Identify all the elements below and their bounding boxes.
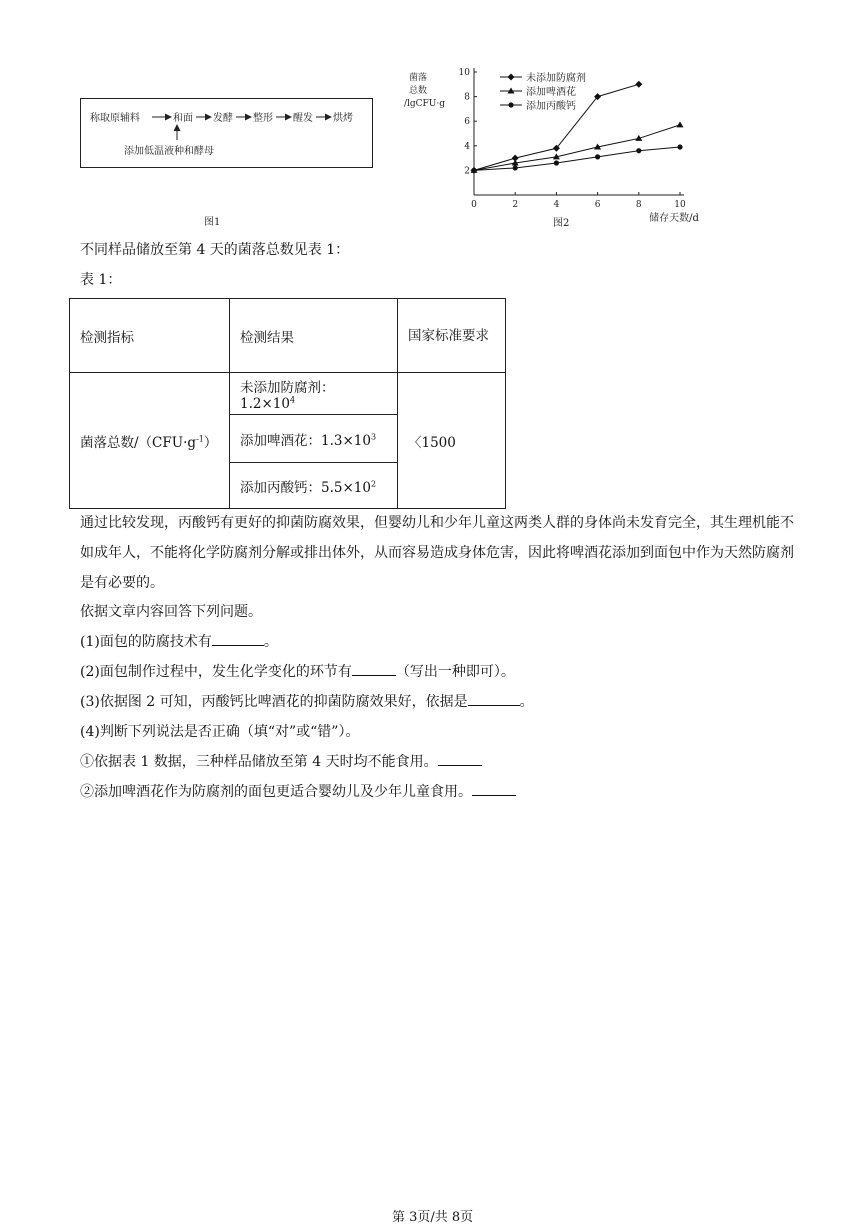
result-text: 未添加防腐剂：1.2×10 <box>240 379 335 412</box>
row-label-cell <box>70 373 230 509</box>
question-3-tail: 。 <box>519 694 534 710</box>
question-4b <box>80 782 516 802</box>
question-3-text: (3)依据图 2 可知，丙酸钙比啤酒花的抑菌防腐效果好，依据是 <box>80 694 468 710</box>
row-label: 菌落总数/（CFU·g <box>80 434 197 451</box>
flow-step-6: 烘烤 <box>333 113 353 124</box>
result-text: 添加啤酒花：1.3×10 <box>240 432 371 449</box>
data-point-circle <box>677 144 682 149</box>
question-4a-text: ①依据表 1 数据，三种样品储放至第 4 天时均不能食用。 <box>80 754 438 770</box>
series-line <box>474 147 680 170</box>
y-axis-label: 总数 <box>409 86 428 96</box>
flow-step-1: 称取原辅料 <box>90 113 140 124</box>
result-cell-2 <box>230 415 398 463</box>
x-tick-label: 0 <box>471 200 477 210</box>
data-point-triangle <box>677 121 684 127</box>
flow-step-5: 醒发 <box>293 113 313 124</box>
table1 <box>69 298 506 509</box>
x-axis-label: 储存天数/d <box>649 213 699 224</box>
result-exp: 2 <box>370 479 377 488</box>
legend-label: 未添加防腐剂 <box>526 73 586 84</box>
flow-sub-step: 添加低温液种和酵母 <box>124 146 214 157</box>
figure1-flowchart <box>80 98 380 170</box>
question-2-tail: （写出一种即可）。 <box>395 664 515 680</box>
data-point-circle <box>636 148 641 153</box>
result-exp: 3 <box>370 432 377 441</box>
y-axis-label: /lgCFU·g <box>404 99 446 109</box>
y-tick-label: 10 <box>458 68 470 78</box>
row-label-sup: -1 <box>196 434 204 443</box>
y-axis-label: 菌落 <box>409 73 428 83</box>
question-4b-text: ②添加啤酒花作为防腐剂的面包更适合婴幼儿及少年儿童食用。 <box>80 784 472 800</box>
result-text: 添加丙酸钙：5.5×10 <box>240 479 371 496</box>
x-tick-label: 4 <box>553 200 560 210</box>
intro-text: 不同样品储放至第 4 天的菌落总数见表 1： <box>80 242 350 258</box>
figure2-caption: 图2 <box>553 218 570 229</box>
x-tick-label: 2 <box>512 200 519 210</box>
series-line <box>474 125 680 171</box>
data-point-circle <box>554 160 559 165</box>
row-label-tail: ） <box>203 434 218 451</box>
y-tick-label: 6 <box>464 117 470 128</box>
x-tick-label: 6 <box>594 200 601 210</box>
data-point-circle <box>508 102 513 107</box>
answer-blank-3[interactable] <box>468 693 520 706</box>
answer-blank-2[interactable] <box>352 663 396 676</box>
conclusion-paragraph: 通过比较发现，丙酸钙有更好的抑菌防腐效果，但婴幼儿和少年儿童这两类人群的身体尚未发育完全，其生理机能不如成年人，不能将化学防腐剂分解或排出体外，从而容易造成身体危害，因此将啤酒花添加到面包中作为天然防腐剂是有必要的。 <box>80 515 794 591</box>
instruction-text: 依据文章内容回答下列问题。 <box>80 604 262 620</box>
table-row <box>70 373 506 415</box>
data-point-circle <box>595 154 600 159</box>
question-3 <box>80 692 534 712</box>
flow-step-2: 和面 <box>173 113 193 124</box>
header-result: 检测结果 <box>230 299 398 373</box>
result-cell-3 <box>230 463 398 509</box>
figure2-chart <box>400 60 700 230</box>
question-1 <box>80 632 278 652</box>
x-tick-label: 8 <box>635 200 642 210</box>
table-header-row <box>70 299 506 373</box>
figure1-caption: 图1 <box>204 217 221 228</box>
data-point-circle <box>513 165 518 170</box>
question-2 <box>80 662 515 682</box>
question-4: (4)判断下列说法是否正确（填“对”或“错”）。 <box>80 724 360 740</box>
result-cell-1 <box>230 373 398 415</box>
legend-label: 添加丙酸钙 <box>526 101 576 112</box>
question-1-tail: 。 <box>263 634 278 650</box>
y-tick-label: 2 <box>464 166 470 177</box>
result-exp: 4 <box>289 395 296 404</box>
answer-blank-1[interactable] <box>212 633 264 646</box>
question-1-text: (1)面包的防腐技术有 <box>80 634 212 650</box>
data-point-diamond <box>635 81 642 88</box>
page-footer: 第 3页/共 8页 <box>392 1210 474 1225</box>
header-indicator: 检测指标 <box>70 299 230 373</box>
answer-blank-4b[interactable] <box>472 783 516 796</box>
y-tick-label: 4 <box>464 141 470 152</box>
y-tick-label: 8 <box>464 92 470 103</box>
table-label: 表 1： <box>80 272 122 288</box>
question-4a <box>80 752 482 772</box>
flow-step-4: 整形 <box>253 113 273 124</box>
standard-cell: 〈1500 <box>398 373 506 509</box>
legend-label: 添加啤酒花 <box>526 87 576 98</box>
data-point-circle <box>471 168 476 173</box>
data-point-diamond <box>508 74 515 81</box>
answer-blank-4a[interactable] <box>438 753 482 766</box>
header-standard: 国家标准要求 <box>398 299 506 373</box>
flow-step-3: 发酵 <box>213 113 233 124</box>
x-tick-label: 10 <box>674 200 686 210</box>
question-2-text: (2)面包制作过程中，发生化学变化的环节有 <box>80 664 352 680</box>
